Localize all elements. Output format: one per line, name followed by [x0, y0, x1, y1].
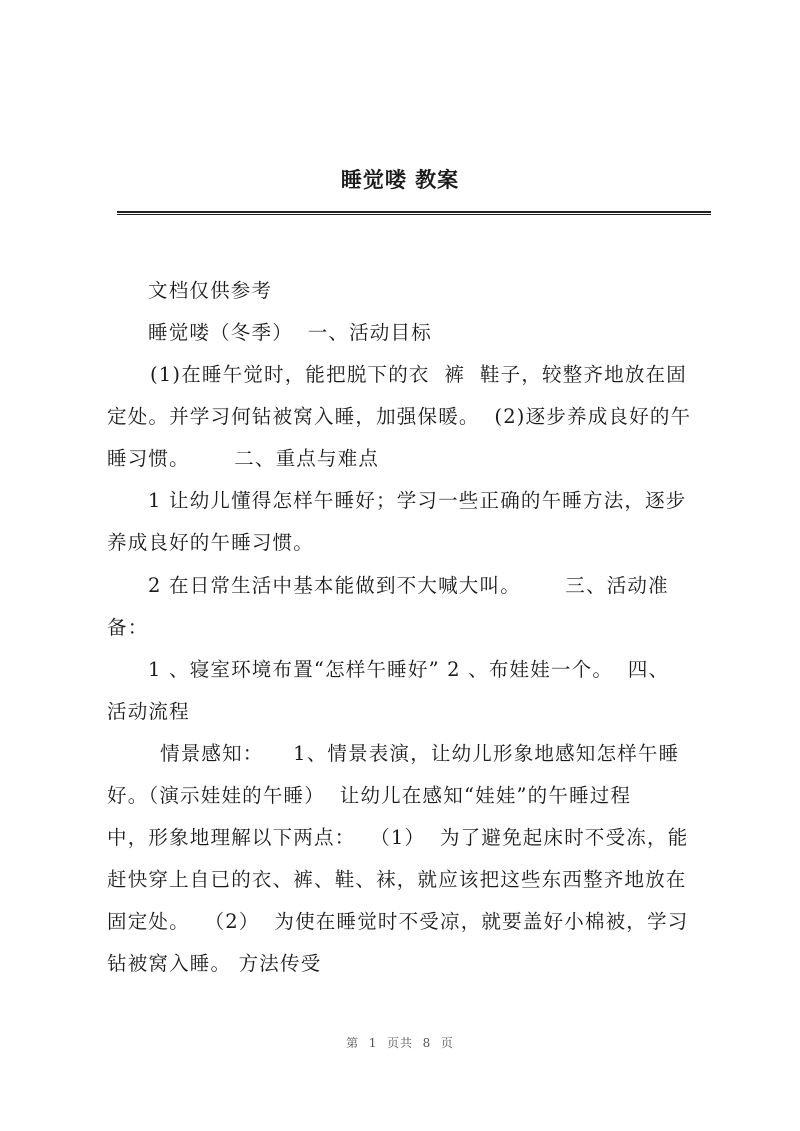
body-line-8: 2 在日常生活中基本能做到不大喊大叫。 三、活动准	[148, 574, 669, 597]
body-line-11: 活动流程	[107, 700, 190, 723]
body-line-6: 1 让幼儿懂得怎样午睡好；学习一些正确的午睡方法，逐步	[148, 489, 687, 512]
body-line-4: 定处。并学习何钻被窝入睡，加强保暖。 (2)逐步养成良好的午	[107, 405, 692, 428]
body-line-14: 中，形象地理解以下两点： （1） 为了避免起床时不受冻，能	[107, 826, 689, 849]
header-divider	[117, 211, 711, 215]
body-line-9: 备：	[107, 616, 149, 639]
body-line-16: 固定处。 （2） 为使在睡觉时不受凉，就要盖好小棉被，学习	[107, 910, 689, 933]
body-line-3: (1)在睡午觉时，能把脱下的衣 裤 鞋子，较整齐地放在固	[150, 363, 687, 386]
page-title: 睡觉喽 教案	[340, 167, 460, 192]
body-line-12: 情景感知： 1、情景表演，让幼儿形象地感知怎样午睡	[160, 742, 680, 765]
body-line-7: 养成良好的午睡习惯。	[107, 531, 315, 554]
body-line-5: 睡习惯。 二、重点与难点	[107, 447, 380, 470]
page-number-footer: 第 1 页共 8 页	[346, 1036, 454, 1050]
body-line-13: 好。（演示娃娃的午睡） 让幼儿在感知“娃娃”的午睡过程	[107, 784, 632, 807]
body-line-2: 睡觉喽（冬季） 一、活动目标	[148, 321, 432, 344]
body-line-17: 钻被窝入睡。 方法传受	[107, 952, 322, 975]
body-line-1: 文档仅供参考	[148, 279, 273, 302]
body-line-15: 赶快穿上自已的衣、裤、鞋、袜，就应该把这些东西整齐地放在	[107, 868, 687, 891]
body-line-10: 1 、寝室环境布置“怎样午睡好” 2 、布娃娃一个。 四、	[148, 658, 670, 681]
